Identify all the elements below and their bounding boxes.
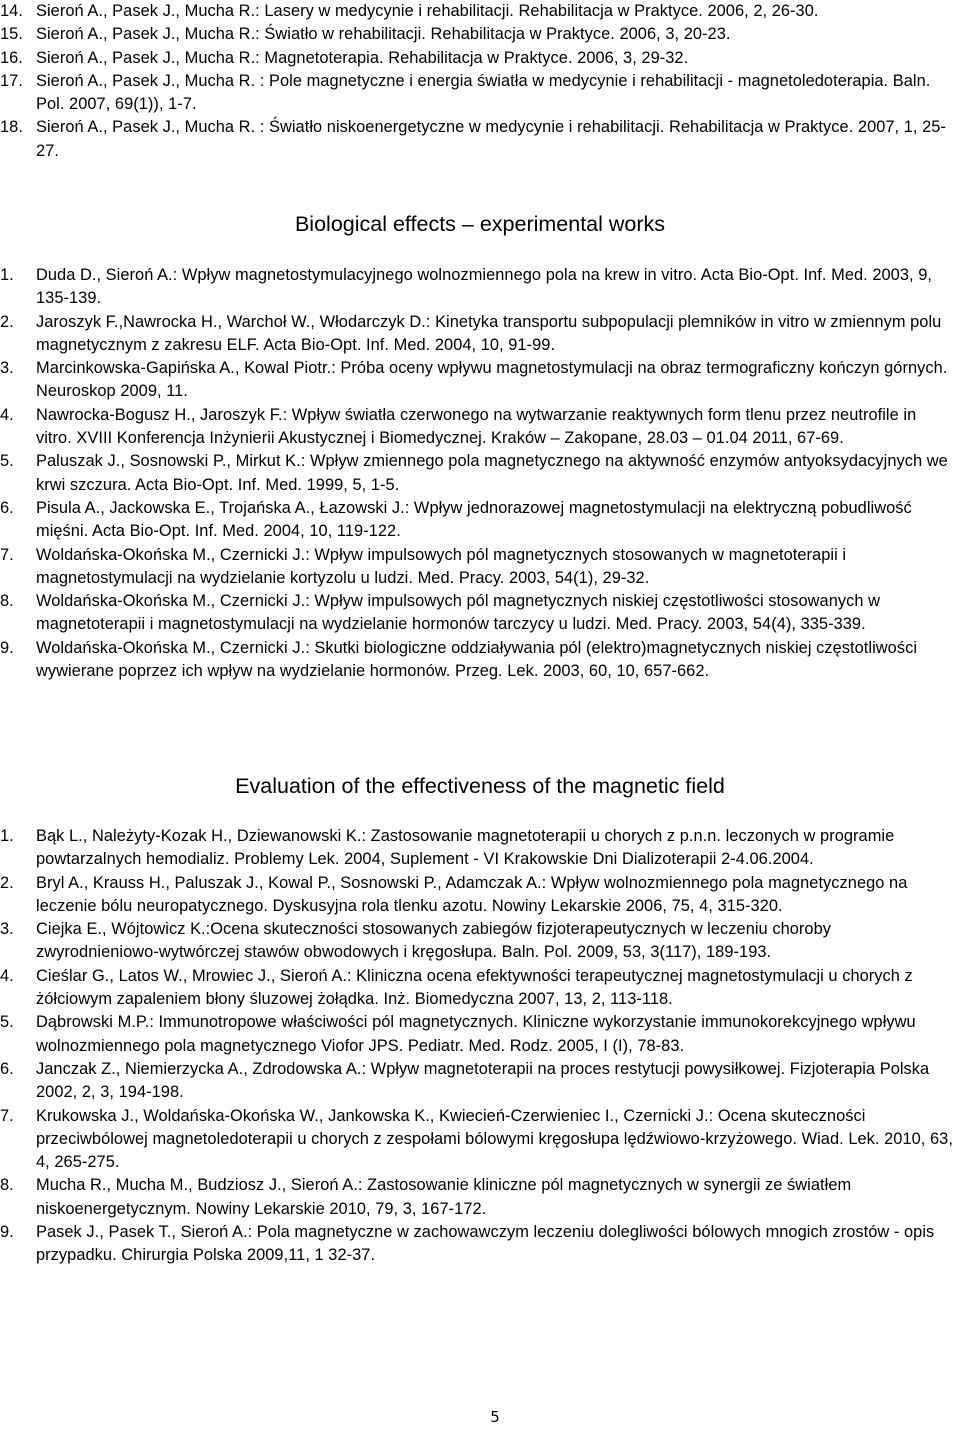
reference-text: Sieroń A., Pasek J., Mucha R.: Światło w rehabilitacji. Rehabilitacja w Praktyce. 2006, 3, 20-23. [36,25,731,44]
reference-text: Sieroń A., Pasek J., Mucha R. : Światło niskoenergetyczne w medycynie i rehabilitacji. Rehabilitacja w Praktyce. 2007, 1, 25-27. [36,118,946,160]
reference-number: 9. [0,638,14,657]
reference-number: 17. [0,71,23,90]
reference-item [0,70,955,117]
reference-item [0,544,955,591]
reference-number: 4. [0,405,14,424]
section-heading-biological-effects: Biological effects – experimental works [294,212,666,236]
reference-text: Cieślar G., Latos W., Mrowiec J., Sieroń A.: Kliniczna ocena efektywności terapeutycznej magnetostymulacji u chorych z żółciowym zapaleniem błony śluzowej żołądka. Inż. Biomedyczna 2007, 13, 2, 113-118. [36,966,913,1009]
reference-number: 6. [0,498,14,517]
page-number: 5 [490,1408,500,1426]
reference-text: Woldańska-Okońska M., Czernicki J.: Wpływ impulsowych pól magnetycznych niskiej częstotliwości stosowanych w magnetoterapii i magnetostymulacji na wydzielanie hormonów tarczycy u ludzi. Med. Pracy. 2003, 54(4), 335-339. [36,592,881,634]
reference-number: 7. [0,545,14,564]
reference-number: 15. [0,25,23,44]
reference-number: 1. [0,827,14,845]
reference-text: Paluszak J., Sosnowski P., Mirkut K.: Wpływ zmiennego pola magnetycznego na aktywność enzymów antyoksydacyjnych we krwi szczura. Acta Bio-Opt. Inf. Med. 1999, 5, 1-5. [36,452,948,494]
reference-item [0,1221,955,1268]
reference-text: Janczak Z., Niemierzycka A., Zdrodowska A.: Wpływ magnetoterapii na proces restytucji powysiłkowej. Fizjoterapia Polska 2002, 2, 3, 194-198. [36,1059,930,1102]
reference-item [0,116,955,163]
reference-number: 8. [0,592,14,611]
reference-number: 5. [0,1013,14,1032]
reference-item [0,264,955,311]
biological-effects-reference-list [0,264,955,683]
reference-text: Duda D., Sieroń A.: Wpływ magnetostymulacyjnego wolnozmiennego pola na krew in vitro. Acta Bio-Opt. Inf. Med. 2003, 9, 135-139. [36,266,932,308]
reference-item [0,872,955,919]
biological-effects-section [0,264,955,683]
reference-item [0,497,955,544]
reference-number: 2. [0,312,14,331]
evaluation-section [0,825,955,1268]
reference-item [0,0,955,23]
reference-item [0,637,955,684]
reference-text: Sieroń A., Pasek J., Mucha R. : Pole magnetyczne i energia światła w medycynie i rehabilitacji - magnetoledoterapia. Baln. Pol. 2007, 69(1)), 1-7. [36,71,931,114]
reference-text: Sieroń A., Pasek J., Mucha R.: Magnetoterapia. Rehabilitacja w Praktyce. 2006, 3, 29-32. [36,48,689,67]
reference-text: Marcinkowska-Gapińska A., Kowal Piotr.: Próba oceny wpływu magnetostymulacji na obraz termograficzny kończyn górnych. Neuroskop 2009, 11. [36,359,948,401]
reference-text: Dąbrowski M.P.: Immunotropowe właściwości pól magnetycznych. Kliniczne wykorzystanie immunokorekcyjnego wpływu wolnozmiennego pola magnetycznego Viofor JPS. Pediatr. Med. Rodz. 2005, I (I), 78-83. [36,1013,916,1055]
reference-number: 14. [0,2,23,20]
reference-number: 6. [0,1059,14,1078]
reference-item [0,311,955,358]
reference-text: Sieroń A., Pasek J., Mucha R.: Lasery w medycynie i rehabilitacji. Rehabilitacja w Praktyce. 2006, 2, 26-30. [36,2,819,20]
reference-number: 2. [0,873,14,892]
reference-item [0,357,955,404]
reference-number: 18. [0,118,23,137]
reference-number: 16. [0,48,23,67]
reference-text: Pisula A., Jackowska E., Trojańska A., Łazowski J.: Wpływ jednorazowej magnetostymulacji na elektryczną pobudliwość mięśni. Acta Bio-Opt. Inf. Med. 2004, 10, 119-122. [36,498,912,541]
reference-number: 3. [0,920,14,939]
reference-text: Bryl A., Krauss H., Paluszak J., Kowal P., Sosnowski P., Adamczak A.: Wpływ wolnozmiennego pola magnetycznego na leczenie bólu neuropatycznego. Dyskusyjna rola tlenku azotu. Nowiny Lekarskie 2006, 75, 4, 315-320. [36,873,908,915]
reference-number: 8. [0,1176,14,1195]
reference-text: Krukowska J., Woldańska-Okońska W., Jankowska K., Kwiecień-Czerwieniec I., Czernicki J.: Ocena skuteczności przeciwbólowej magnetoledoterapii u chorych z zespołami bólowymi kręgosłupa lędźwiowo-krzyżowego. Wiad. Lek. 2010, 63, 4, 265-275. [36,1106,953,1172]
reference-text: Jaroszyk F.,Nawrocka H., Warchoł W., Włodarczyk D.: Kinetyka transportu subpopulacji plemników in vitro w zmiennym polu magnetycznym z zakresu ELF. Acta Bio-Opt. Inf. Med. 2004, 10, 91-99. [36,312,942,354]
reference-text: Bąk L., Należyty-Kozak H., Dziewanowski K.: Zastosowanie magnetoterapii u chorych z p.n.n. leczonych w programie powtarzalnych hemodializ. Problemy Lek. 2004, Suplement - VI Krakowskie Dni Dializoterapii 2-4.06.2004. [36,827,895,869]
reference-number: 1. [0,266,14,284]
reference-number: 5. [0,452,14,471]
reference-text: Mucha R., Mucha M., Budziosz J., Sieroń A.: Zastosowanie kliniczne pól magnetycznych w synergii ze światłem niskoenergetycznym. Nowiny Lekarskie 2010, 79, 3, 167-172. [36,1176,852,1218]
reference-item [0,825,955,872]
reference-item [0,1011,955,1058]
reference-number: 3. [0,359,14,378]
reference-number: 4. [0,966,14,985]
reference-number: 7. [0,1106,14,1125]
reference-text: Woldańska-Okońska M., Czernicki J.: Skutki biologiczne oddziaływania pól (elektro)magnetycznych niskiej częstotliwości wywierane poprzez ich wpływ na wydzielanie hormonów. Przeg. Lek. 2003, 60, 10, 657-662. [36,638,918,681]
reference-number: 9. [0,1223,14,1242]
reference-text: Woldańska-Okońska M., Czernicki J.: Wpływ impulsowych pól magnetycznych stosowanych w magnetoterapii i magnetostymulacji na wydzielanie kortyzolu u ludzi. Med. Pracy. 2003, 54(1), 29-32. [36,545,847,587]
reference-item [0,590,955,637]
reference-text: Nawrocka-Bogusz H., Jaroszyk F.: Wpływ światła czerwonego na wytwarzanie reaktywnych form tlenu przez neutrofile in vitro. XVIII Konferencja Inżynierii Akustycznej i Biomedycznej. Kraków – Zakopane, 28.03 – 01.04 2011, 67-69. [36,405,917,448]
reference-item [0,1174,955,1221]
reference-list-continued [0,0,955,163]
reference-item [0,23,955,46]
evaluation-reference-list [0,825,955,1268]
reference-item [0,450,955,497]
reference-item [0,1105,955,1175]
reference-text: Pasek J., Pasek T., Sieroń A.: Pola magnetyczne w zachowawczym leczeniu dolegliwości bólowych mnogich zrostów - opis przypadku. Chirurgia Polska 2009,11, 1 32-37. [36,1223,935,1265]
top-reference-list [0,0,955,163]
reference-item [0,918,955,965]
reference-item [0,965,955,1012]
reference-text: Ciejka E., Wójtowicz K.:Ocena skuteczności stosowanych zabiegów fizjoterapeutycznych w leczeniu choroby zwyrodnieniowo-wytwórczej stawów obwodowych i kręgosłupa. Baln. Pol. 2009, 53, 3(117), 189-193. [36,920,831,962]
reference-item [0,1058,955,1105]
reference-item [0,404,955,451]
section-heading-evaluation: Evaluation of the effectiveness of the magnetic field [235,774,725,798]
reference-item [0,47,955,70]
